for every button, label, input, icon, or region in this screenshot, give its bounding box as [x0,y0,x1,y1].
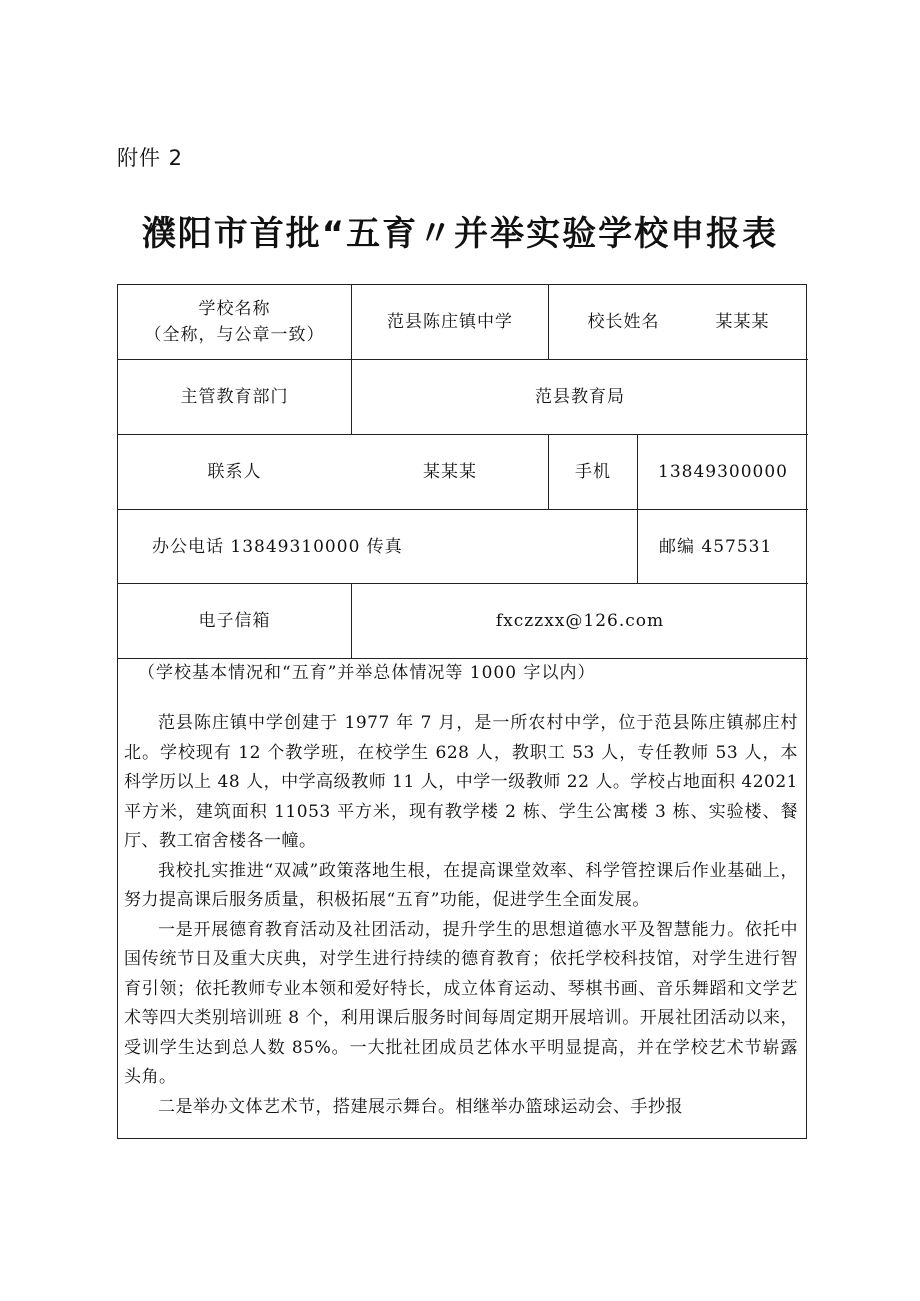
paragraph-overview: 范县陈庄镇中学创建于 1977 年 7 月，是一所农村中学，位于范县陈庄镇郝庄村北。学校现有 12 个教学班，在校学生 628 人，教职工 53 人，专任教师 53 人，本科学历以上 48 人，中学高级教师 11 人，中学一级教师 22 人。学校占地面积 42021 平方米，建筑面积 11053 平方米，现有教学楼 2 栋、学生公寓楼 3 栋、实验楼、餐厅、教工宿舍楼各一幢。 [124,713,798,851]
attachment-label: 附件 2 [117,146,184,170]
description-note: （学校基本情况和“五育”并举总体情况等 1000 字以内） [138,663,596,683]
school-name-label-cell [118,285,351,359]
office-phone-fax: 办公电话 13849310000 传真 [152,536,403,557]
school-name-value: 范县陈庄镇中学 [387,312,513,332]
mobile-value: 13849300000 [658,462,788,482]
page-title: 濮阳市首批“五育〃并举实验学校申报表 [141,214,779,254]
department-value: 范县教育局 [535,387,625,407]
paragraph-moral-education: 一是开展德育教育活动及社团活动，提升学生的思想道德水平及智慧能力。依托中国传统节日及重大庆典，对学生进行持续的德育教育；依托学校科技馆，对学生进行智育引领；依托教师专业本领和爱好特长，成立体育运动、琴棋书画、音乐舞蹈和文学艺术等四大类别培训班 8 个，利用课后服务时间每周定期开展培训。开展社团活动以来，受训学生达到总人数 85%。一大批社团成员艺体水平明显提高，并在学校艺术节崭露头角。 [124,919,798,1087]
email-value: fxczzxx@126.com [495,611,665,631]
department-label: 主管教育部门 [180,387,289,407]
contact-value: 某某某 [423,462,477,482]
principal-cell [549,285,808,359]
postcode: 邮编 457531 [659,536,773,557]
principal-value: 某某某 [715,312,770,332]
principal-label: 校长姓名 [587,312,660,332]
paragraph-double-reduction: 我校扎实推进“双减”政策落地生根，在提高课堂效率、科学管控课后作业基础上，努力提高课后服务质量，积极拓展“五育”功能，促进学生全面发展。 [124,860,798,910]
school-name-label: 学校名称 [198,299,271,319]
contact-label: 联系人 [207,462,262,482]
application-form [117,284,807,1139]
school-name-sublabel: （全称，与公章一致） [144,325,325,345]
paragraph-arts-festival: 二是举办文体艺术节，搭建展示舞台。相继举办篮球运动会、手抄报 [158,1096,683,1117]
email-label: 电子信箱 [198,611,271,631]
school-description [118,658,808,1122]
mobile-label: 手机 [575,462,611,482]
